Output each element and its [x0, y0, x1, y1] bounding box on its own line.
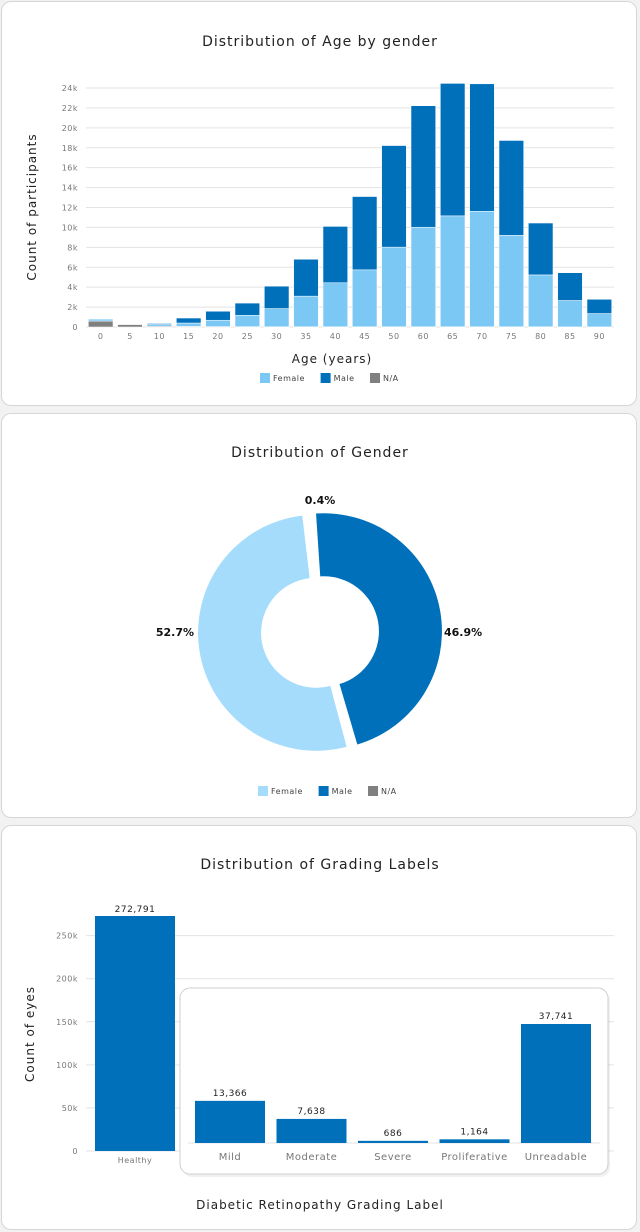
bar-male-85	[558, 273, 583, 301]
bar-proliferative	[440, 1139, 510, 1143]
legend-label: Male	[331, 787, 353, 796]
y-tick-label: 20k	[61, 123, 78, 133]
x-tick-label: Mild	[218, 1152, 242, 1163]
bar-unreadable	[521, 1024, 591, 1143]
slice-percent-label: 46.9%	[444, 626, 483, 639]
grading-labels-chart	[2, 826, 638, 1231]
legend-label: Male	[333, 374, 355, 383]
bar-mild	[195, 1101, 265, 1143]
bar-male-80	[528, 223, 553, 275]
x-tick-label: Proliferative	[441, 1152, 508, 1163]
grading-labels-panel	[1, 825, 637, 1230]
gender-distribution-chart	[2, 414, 638, 819]
x-tick-label: 85	[564, 332, 576, 341]
bar-value-label: 1,164	[460, 1127, 489, 1138]
x-tick-label: Moderate	[285, 1152, 338, 1163]
bar-na-0	[88, 321, 113, 327]
x-tick-label: 0	[97, 332, 104, 341]
x-tick-label: 65	[447, 332, 459, 341]
bar-female-70	[470, 211, 495, 327]
legend-swatch	[321, 373, 331, 383]
bar-moderate	[277, 1119, 347, 1143]
x-axis-label: Diabetic Retinopathy Grading Label	[196, 1198, 444, 1212]
x-tick-label: Healthy	[117, 1156, 153, 1165]
y-tick-label: 22k	[61, 103, 78, 113]
x-tick-label: 10	[153, 332, 165, 341]
y-tick-label: 4k	[67, 283, 78, 293]
x-tick-label: 30	[271, 332, 283, 341]
legend-swatch	[368, 786, 378, 796]
x-tick-label: Unreadable	[524, 1152, 588, 1163]
legend-label: Female	[273, 374, 305, 383]
bar-female-20	[206, 320, 231, 326]
x-tick-label: 90	[593, 332, 605, 341]
y-tick-label: 150k	[56, 1017, 78, 1027]
bar-severe	[358, 1141, 428, 1143]
slice-na	[309, 511, 315, 574]
x-axis-label: Age (years)	[291, 352, 373, 366]
bar-female-80	[528, 275, 553, 327]
x-tick-label: 60	[417, 332, 429, 341]
legend-swatch	[319, 786, 329, 796]
x-tick-label: 35	[300, 332, 312, 341]
bar-male-45	[352, 197, 377, 270]
legend-swatch	[258, 786, 268, 796]
legend-swatch	[370, 373, 380, 383]
slice-percent-label: 52.7%	[155, 626, 194, 639]
bar-value-label: 37,741	[538, 1012, 574, 1022]
bar-male-25	[235, 303, 260, 315]
bar-male-40	[323, 226, 348, 282]
y-tick-label: 50k	[61, 1103, 78, 1113]
bar-male-20	[206, 311, 231, 320]
bar-male-75	[499, 140, 524, 235]
chart-title: Distribution of Gender	[231, 445, 409, 461]
y-tick-label: 200k	[56, 974, 78, 984]
bar-male-15	[176, 318, 201, 323]
y-tick-label: 100k	[56, 1060, 78, 1070]
legend-label: N/A	[383, 374, 399, 383]
bar-female-15	[176, 323, 201, 326]
bar-male-30	[264, 286, 289, 308]
x-tick-label: 25	[241, 332, 253, 341]
bar-female-0	[88, 319, 113, 321]
y-axis-label: Count of participants	[25, 133, 39, 281]
bar-female-75	[499, 235, 524, 326]
x-tick-label: 70	[476, 332, 488, 341]
y-tick-label: 18k	[61, 143, 78, 153]
bar-male-65	[440, 83, 465, 215]
chart-title: Distribution of Grading Labels	[200, 857, 440, 873]
y-tick-label: 14k	[61, 183, 78, 193]
bar-female-40	[323, 283, 348, 327]
bar-value-label: 7,638	[297, 1106, 326, 1117]
x-tick-label: 50	[388, 332, 400, 341]
bar-healthy	[95, 916, 175, 1151]
bar-value-label: 13,366	[212, 1088, 248, 1099]
bar-male-35	[294, 259, 319, 296]
bar-female-50	[382, 247, 407, 327]
chart-title: Distribution of Age by gender	[202, 34, 438, 50]
bar-male-50	[382, 146, 407, 248]
bar-female-90	[587, 314, 612, 327]
age-distribution-chart	[2, 2, 638, 407]
y-tick-label: 2k	[67, 303, 78, 313]
y-axis-label: Count of eyes	[23, 986, 37, 1082]
y-tick-label: 24k	[61, 84, 78, 93]
x-tick-label: 15	[183, 332, 195, 341]
legend-label: Female	[271, 787, 303, 796]
y-tick-label: 0	[72, 1147, 78, 1156]
slice-percent-label: 0.4%	[304, 494, 336, 507]
y-tick-label: 250k	[56, 931, 78, 941]
legend-label: N/A	[381, 787, 397, 796]
age-distribution-panel	[1, 1, 637, 406]
bar-value-label: 272,791	[114, 905, 156, 915]
bar-female-85	[558, 301, 583, 327]
y-tick-label: 12k	[61, 203, 78, 213]
legend-swatch	[260, 373, 270, 383]
y-tick-label: 10k	[61, 223, 78, 233]
bar-female-5	[118, 324, 143, 325]
bar-female-35	[294, 296, 319, 327]
gender-distribution-panel	[1, 413, 637, 818]
bar-female-65	[440, 216, 465, 327]
y-tick-label: 8k	[67, 243, 78, 253]
x-tick-label: 80	[535, 332, 547, 341]
x-tick-label: 45	[359, 332, 371, 341]
bar-female-25	[235, 315, 260, 326]
bar-male-0	[88, 319, 113, 320]
bar-male-10	[147, 324, 172, 325]
bar-female-60	[411, 227, 436, 327]
x-tick-label: Severe	[374, 1152, 412, 1163]
y-tick-label: 6k	[67, 263, 78, 273]
bar-female-30	[264, 309, 289, 327]
x-tick-label: 5	[127, 332, 133, 341]
x-tick-label: 75	[505, 332, 517, 341]
bar-male-60	[411, 106, 436, 227]
y-tick-label: 0	[72, 323, 78, 332]
bar-female-10	[147, 325, 172, 327]
bar-female-45	[352, 270, 377, 327]
y-tick-label: 16k	[61, 163, 78, 173]
bar-value-label: 686	[383, 1128, 403, 1139]
x-tick-label: 40	[329, 332, 341, 341]
bar-male-70	[470, 84, 495, 211]
bar-male-90	[587, 299, 612, 313]
bar-na-5	[118, 325, 143, 327]
x-tick-label: 20	[212, 332, 224, 341]
